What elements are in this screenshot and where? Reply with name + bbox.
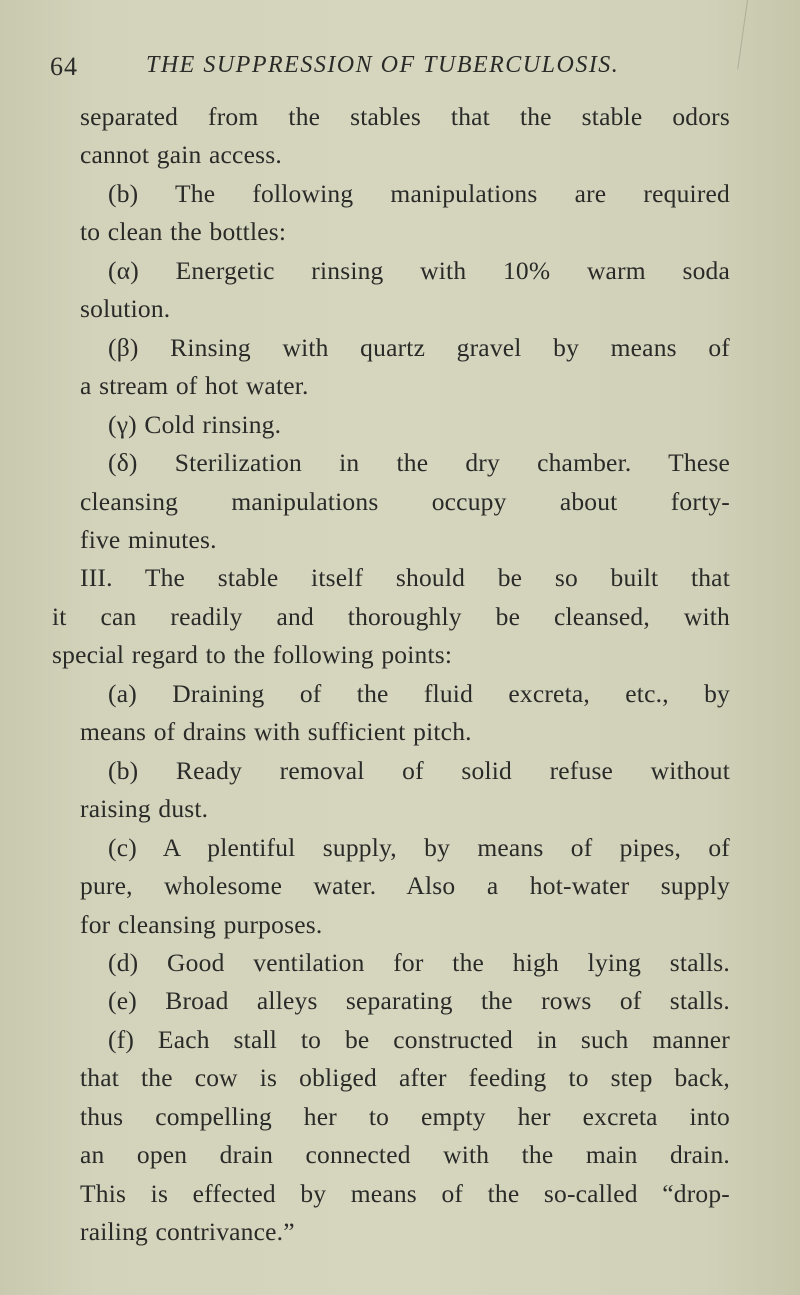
text-line: (d) Good ventilation for the high lying stalls. (108, 947, 730, 977)
text-line: five minutes. (80, 524, 217, 554)
page-header (50, 52, 690, 82)
text-line: that the cow is obliged after feeding to step back, (80, 1063, 730, 1093)
text-line: pure, wholesome water. Also a hot-water supply (80, 871, 730, 901)
text-line: means of drains with sufficient pitch. (80, 717, 472, 747)
text-line: (b) The following manipulations are required (108, 178, 730, 208)
text-line: (a) Draining of the fluid excreta, etc., by (108, 678, 730, 708)
text-line: cleansing manipulations occupy about forty- (80, 486, 730, 516)
text-line: (f) Each stall to be constructed in such manner (108, 1024, 730, 1054)
text-line: a stream of hot water. (80, 371, 309, 401)
text-line: raising dust. (80, 794, 209, 824)
text-line: it can readily and thoroughly be cleansed, with (52, 601, 730, 631)
text-line: solution. (80, 294, 171, 324)
running-head: THE SUPPRESSION OF TUBERCULOSIS. (146, 52, 620, 78)
text-line: (b) Ready removal of solid refuse without (108, 755, 730, 785)
text-line: (α) Energetic rinsing with 10% warm soda (108, 255, 730, 285)
text-line: for cleansing purposes. (80, 909, 323, 939)
text-line: (e) Broad alleys separating the rows of stalls. (108, 986, 730, 1016)
text-line: to clean the bottles: (80, 217, 287, 247)
text-line: railing contrivance.” (80, 1217, 295, 1247)
page-number: 64 (50, 52, 78, 81)
body-text (52, 98, 730, 1252)
text-line: special regard to the following points: (52, 640, 453, 670)
text-line: III. The stable itself should be so built that (80, 563, 730, 593)
text-line: (δ) Sterilization in the dry chamber. These (108, 448, 730, 478)
text-line: (β) Rinsing with quartz gravel by means of (108, 332, 730, 362)
text-line: This is effected by means of the so-called “drop- (80, 1178, 730, 1208)
text-line: cannot gain access. (80, 140, 282, 170)
text-line: an open drain connected with the main drain. (80, 1140, 730, 1170)
text-line: separated from the stables that the stable odors (80, 102, 730, 131)
text-line: (c) A plentiful supply, by means of pipes, of (108, 832, 730, 862)
text-line: (γ) Cold rinsing. (108, 409, 282, 439)
page-edge-mark (737, 0, 748, 69)
text-line: thus compelling her to empty her excreta into (80, 1101, 730, 1131)
